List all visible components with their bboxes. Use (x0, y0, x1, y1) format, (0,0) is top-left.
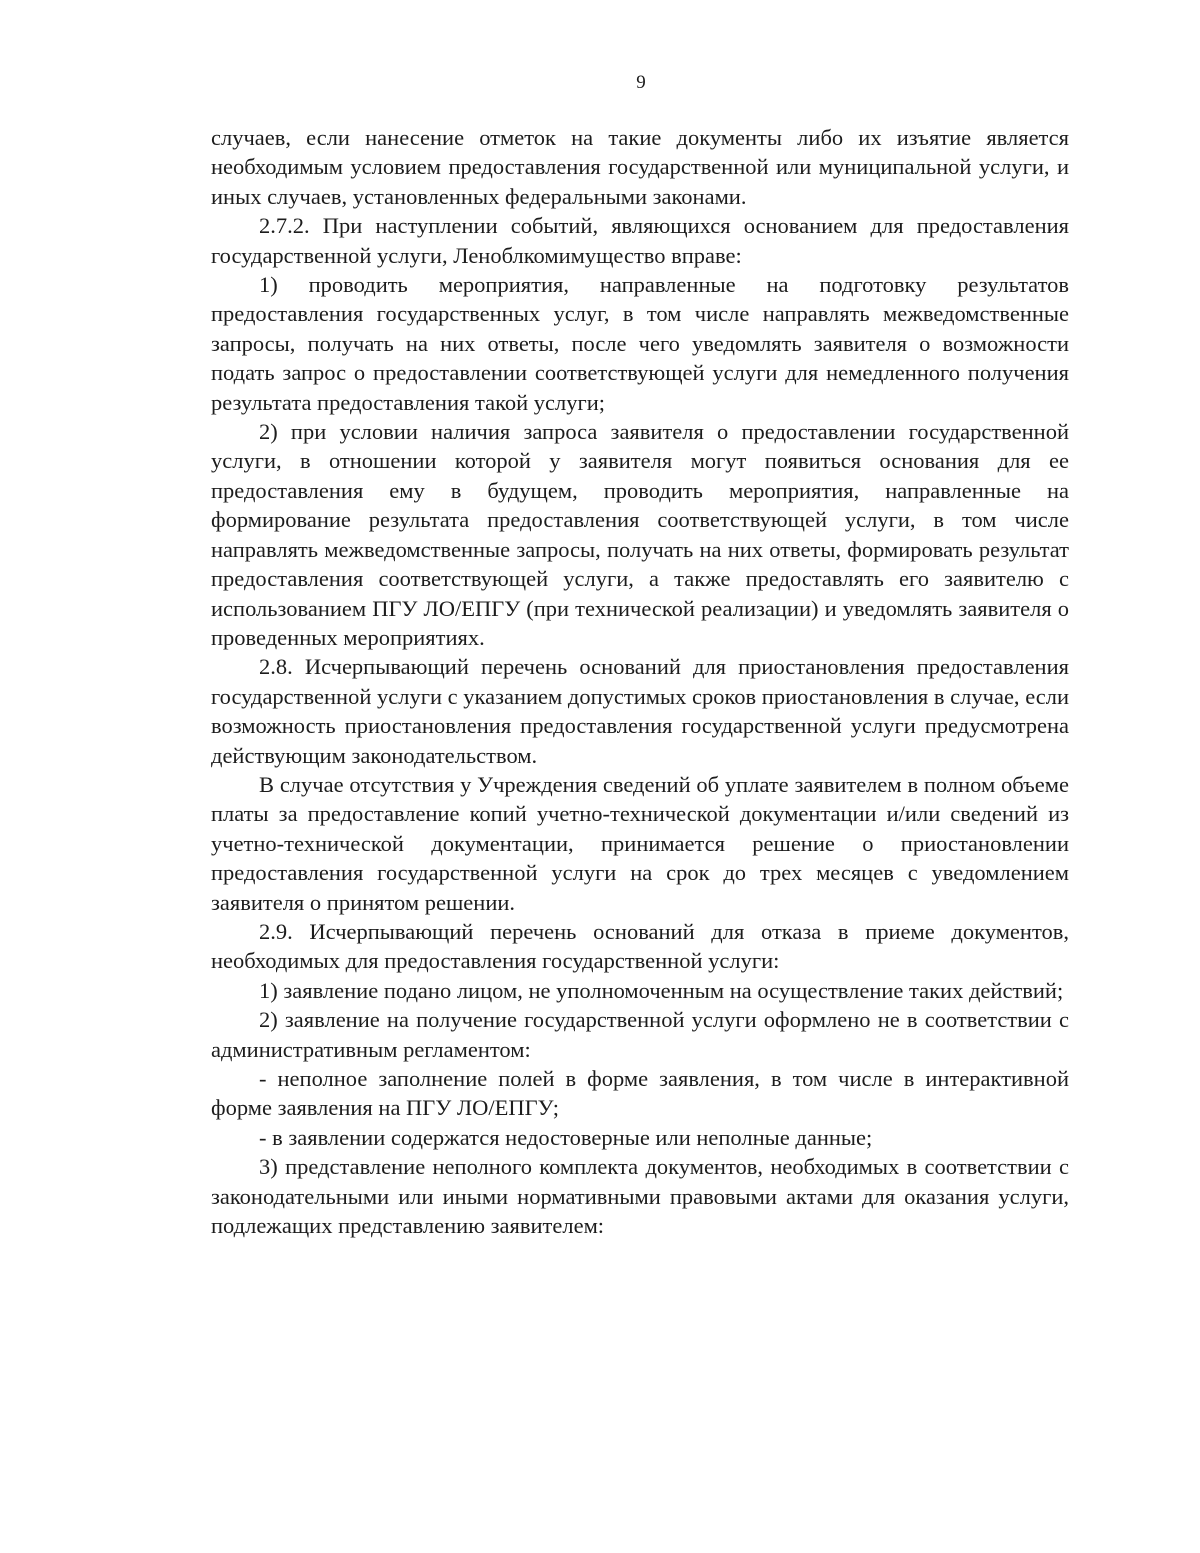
paragraph-2-9-item-2-dash-2: - в заявлении содержатся недостоверные или неполные данные; (259, 1124, 873, 1150)
paragraph-continuation: случаев, если нанесение отметок на такие документы либо их изъятие является необходимым условием предоставления государственной или муниципальной услуги, и иных случаев, установленных федеральными законами. (211, 125, 1069, 209)
paragraph-2-7-2-item-2: 2) при условии наличия запроса заявителя о предоставлении государственной услуги, в отношении которой у заявителя могут появиться основания для ее предоставления ему в будущем, проводить мероприятия, направленные на формирование результата предоставления соответствующей услуги, в том числе направлять межведомственные запросы, получать на них ответы, формировать результат предоставления соответствующей услуги, а также предоставлять его заявителю с использованием ПГУ ЛО/ЕПГУ (при технической реализации) и уведомлять заявителя о проведенных мероприятиях. (211, 419, 1069, 650)
paragraph-2-9-item-2: 2) заявление на получение государственной услуги оформлено не в соответствии с административным регламентом: (211, 1007, 1069, 1062)
paragraph-2-8: 2.8. Исчерпывающий перечень оснований для приостановления предоставления государственной услуги с указанием допустимых сроков приостановления в случае, если возможность приостановления предоставления государственной услуги предусмотрена действующим законодательством. (211, 654, 1069, 768)
paragraph-2-9: 2.9. Исчерпывающий перечень оснований для отказа в приеме документов, необходимых для предоставления государственной услуги: (211, 918, 1069, 974)
document-body (211, 123, 1069, 1240)
paragraph-2-9-item-3: 3) представление неполного комплекта документов, необходимых в соответствии с законодательными или иными нормативными правовыми актами для оказания услуги, подлежащих представлению заявителем: (211, 1154, 1069, 1239)
page-number: 9 (636, 72, 646, 93)
paragraph-2-9-item-2-dash-1: - неполное заполнение полей в форме заявления, в том числе в интерактивной форме заявления на ПГУ ЛО/ЕПГУ; (211, 1066, 1069, 1121)
paragraph-2-7-2: 2.7.2. При наступлении событий, являющихся основанием для предоставления государственной услуги, Леноблкомимущество вправе: (211, 213, 1069, 268)
paragraph-suspension: В случае отсутствия у Учреждения сведений об уплате заявителем в полном объеме платы за предоставление копий учетно-технической документации и/или сведений из учетно-технической документации, принимается решение о приостановлении предоставления государственной услуги на срок до трех месяцев с уведомлением заявителя о принятом решении. (211, 771, 1069, 915)
paragraph-2-9-item-1: 1) заявление подано лицом, не уполномоченным на осуществление таких действий; (259, 977, 1064, 1003)
paragraph-2-7-2-item-1: 1) проводить мероприятия, направленные на подготовку результатов предоставления государственных услуг, в том числе направлять межведомственные запросы, получать на них ответы, после чего уведомлять заявителя о возможности подать запрос о предоставлении соответствующей услуги для немедленного получения результата предоставления такой услуги; (211, 272, 1069, 415)
